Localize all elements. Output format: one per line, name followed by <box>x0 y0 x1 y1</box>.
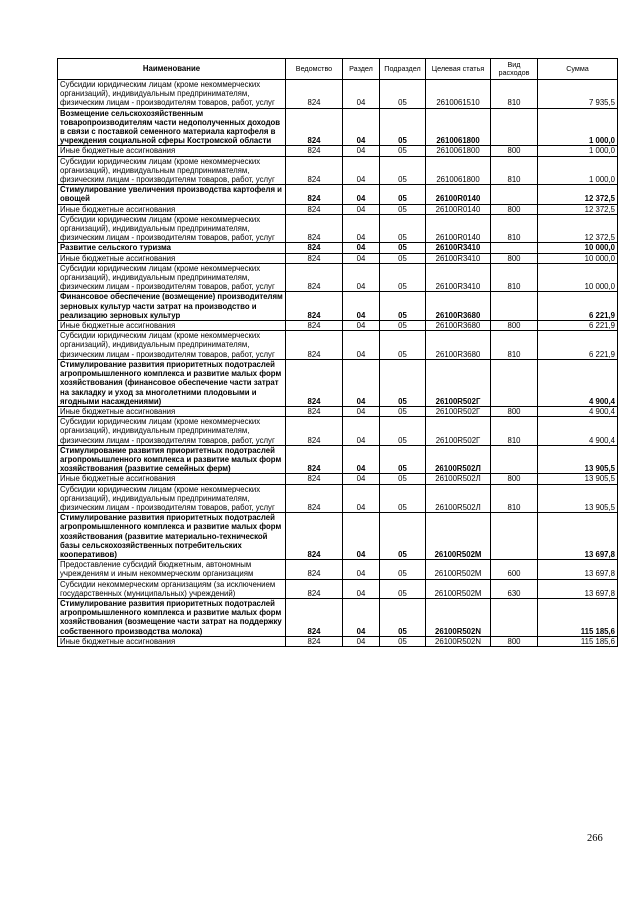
header-subsection: Подраздел <box>380 59 426 80</box>
cell-type: 810 <box>491 156 538 185</box>
cell-section: 04 <box>343 331 380 360</box>
cell-subsection: 05 <box>380 185 426 204</box>
cell-sum: 12 372,5 <box>538 214 618 243</box>
cell-section: 04 <box>343 204 380 214</box>
cell-type: 810 <box>491 214 538 243</box>
cell-dept: 824 <box>286 417 343 446</box>
cell-name: Иные бюджетные ассигнования <box>58 636 286 646</box>
cell-section: 04 <box>343 263 380 292</box>
cell-subsection: 05 <box>380 321 426 331</box>
cell-name: Возмещение сельскохозяйственным товаропроизводителям части недополученных доходов в связи с поставкой семенного материала картофеля в учреждения социальной сферы Костромской области <box>58 108 286 146</box>
cell-name: Субсидии юридическим лицам (кроме некоммерческих организаций), индивидуальным предпринимателям, физическим лицам - производителям товаров, работ, услуг <box>58 156 286 185</box>
table-row <box>58 417 618 446</box>
cell-section: 04 <box>343 598 380 636</box>
cell-target: 26100R0140 <box>426 204 491 214</box>
cell-subsection: 05 <box>380 263 426 292</box>
cell-target: 26100R3410 <box>426 243 491 253</box>
cell-dept: 824 <box>286 484 343 513</box>
cell-target: 26100R502Г <box>426 417 491 446</box>
header-section: Раздел <box>343 59 380 80</box>
cell-target: 26100R502Г <box>426 406 491 416</box>
cell-type: 810 <box>491 417 538 446</box>
header-name: Наименование <box>58 59 286 80</box>
cell-dept: 824 <box>286 243 343 253</box>
cell-type: 800 <box>491 146 538 156</box>
cell-name: Субсидии юридическим лицам (кроме некоммерческих организаций), индивидуальным предпринимателям, физическим лицам - производителям товаров, работ, услуг <box>58 263 286 292</box>
cell-sum: 13 697,8 <box>538 579 618 598</box>
cell-section: 04 <box>343 636 380 646</box>
cell-dept: 824 <box>286 513 343 560</box>
table-body <box>58 80 618 647</box>
cell-target: 26100R3410 <box>426 253 491 263</box>
cell-name: Субсидии юридическим лицам (кроме некоммерческих организаций), индивидуальным предпринимателям, физическим лицам - производителям товаров, работ, услуг <box>58 80 286 109</box>
cell-dept: 824 <box>286 263 343 292</box>
cell-dept: 824 <box>286 598 343 636</box>
cell-section: 04 <box>343 513 380 560</box>
cell-sum: 13 697,8 <box>538 513 618 560</box>
cell-target: 26100R3680 <box>426 331 491 360</box>
cell-subsection: 05 <box>380 560 426 579</box>
cell-type: 810 <box>491 263 538 292</box>
cell-section: 04 <box>343 359 380 406</box>
header-sum: Сумма <box>538 59 618 80</box>
cell-target: 2610061800 <box>426 156 491 185</box>
cell-section: 04 <box>343 108 380 146</box>
cell-section: 04 <box>343 80 380 109</box>
cell-dept: 824 <box>286 445 343 474</box>
cell-section: 04 <box>343 214 380 243</box>
cell-target: 26100R0140 <box>426 214 491 243</box>
cell-sum: 1 000,0 <box>538 146 618 156</box>
cell-target: 2610061800 <box>426 146 491 156</box>
cell-dept: 824 <box>286 359 343 406</box>
budget-table <box>57 58 618 647</box>
cell-type <box>491 598 538 636</box>
table-row <box>58 321 618 331</box>
cell-sum: 13 697,8 <box>538 560 618 579</box>
cell-name: Развитие сельского туризма <box>58 243 286 253</box>
cell-sum: 6 221,9 <box>538 321 618 331</box>
cell-type: 800 <box>491 406 538 416</box>
cell-name: Финансовое обеспечение (возмещение) производителям зерновых культур части затрат на производство и реализацию зерновых культур <box>58 292 286 321</box>
table-row <box>58 636 618 646</box>
table-row <box>58 80 618 109</box>
header-target: Целевая статья <box>426 59 491 80</box>
cell-section: 04 <box>343 445 380 474</box>
page-number: 266 <box>587 833 603 844</box>
cell-type <box>491 292 538 321</box>
cell-sum: 13 905,5 <box>538 445 618 474</box>
cell-target: 26100R3680 <box>426 321 491 331</box>
cell-name: Иные бюджетные ассигнования <box>58 204 286 214</box>
table-row <box>58 185 618 204</box>
cell-type <box>491 359 538 406</box>
cell-dept: 824 <box>286 185 343 204</box>
cell-name: Субсидии юридическим лицам (кроме некоммерческих организаций), индивидуальным предпринимателям, физическим лицам - производителям товаров, работ, услуг <box>58 331 286 360</box>
cell-name: Субсидии юридическим лицам (кроме некоммерческих организаций), индивидуальным предпринимателям, физическим лицам - производителям товаров, работ, услуг <box>58 214 286 243</box>
table-row <box>58 253 618 263</box>
cell-subsection: 05 <box>380 204 426 214</box>
cell-type <box>491 445 538 474</box>
cell-sum: 115 185,6 <box>538 598 618 636</box>
table-row <box>58 331 618 360</box>
cell-type: 810 <box>491 331 538 360</box>
cell-section: 04 <box>343 474 380 484</box>
cell-target: 26100R3680 <box>426 292 491 321</box>
cell-name: Иные бюджетные ассигнования <box>58 321 286 331</box>
cell-dept: 824 <box>286 80 343 109</box>
cell-sum: 10 000,0 <box>538 263 618 292</box>
cell-section: 04 <box>343 185 380 204</box>
cell-subsection: 05 <box>380 253 426 263</box>
cell-type: 800 <box>491 204 538 214</box>
cell-sum: 6 221,9 <box>538 331 618 360</box>
cell-subsection: 05 <box>380 636 426 646</box>
cell-dept: 824 <box>286 636 343 646</box>
cell-dept: 824 <box>286 146 343 156</box>
cell-target: 2610061800 <box>426 108 491 146</box>
cell-subsection: 05 <box>380 243 426 253</box>
cell-target: 26100R502M <box>426 513 491 560</box>
cell-name: Стимулирование развития приоритетных подотраслей агропромышленного комплекса и развитие малых форм хозяйствования (развитие материально-технической базы сельскохозяйственных потребительских кооперативов) <box>58 513 286 560</box>
cell-subsection: 05 <box>380 417 426 446</box>
cell-dept: 824 <box>286 331 343 360</box>
cell-name: Стимулирование развития приоритетных подотраслей агропромышленного комплекса и развитие малых форм хозяйствования (финансовое обеспечение части затрат на закладку и уход за многолетними плодовыми и ягодными насаждениями) <box>58 359 286 406</box>
cell-type: 810 <box>491 484 538 513</box>
cell-sum: 115 185,6 <box>538 636 618 646</box>
cell-type <box>491 185 538 204</box>
cell-type: 600 <box>491 560 538 579</box>
table-header-row <box>58 59 618 80</box>
table-row <box>58 146 618 156</box>
cell-type: 800 <box>491 474 538 484</box>
cell-section: 04 <box>343 146 380 156</box>
table-row <box>58 204 618 214</box>
table-row <box>58 292 618 321</box>
cell-sum: 4 900,4 <box>538 406 618 416</box>
cell-sum: 7 935,5 <box>538 80 618 109</box>
table-row <box>58 359 618 406</box>
cell-target: 26100R502Г <box>426 359 491 406</box>
cell-subsection: 05 <box>380 292 426 321</box>
cell-target: 26100R502M <box>426 579 491 598</box>
cell-name: Стимулирование увеличения производства картофеля и овощей <box>58 185 286 204</box>
cell-name: Субсидии юридическим лицам (кроме некоммерческих организаций), индивидуальным предпринимателям, физическим лицам - производителям товаров, работ, услуг <box>58 484 286 513</box>
table-row <box>58 484 618 513</box>
cell-subsection: 05 <box>380 331 426 360</box>
cell-dept: 824 <box>286 108 343 146</box>
cell-section: 04 <box>343 406 380 416</box>
cell-target: 26100R3410 <box>426 263 491 292</box>
cell-name: Иные бюджетные ассигнования <box>58 406 286 416</box>
cell-target: 26100R0140 <box>426 185 491 204</box>
cell-dept: 824 <box>286 474 343 484</box>
header-dept: Ведомство <box>286 59 343 80</box>
cell-sum: 10 000,0 <box>538 253 618 263</box>
cell-subsection: 05 <box>380 359 426 406</box>
cell-section: 04 <box>343 417 380 446</box>
cell-name: Стимулирование развития приоритетных подотраслей агропромышленного комплекса и развитие малых форм хозяйствования (развитие семейных ферм) <box>58 445 286 474</box>
cell-type <box>491 108 538 146</box>
cell-subsection: 05 <box>380 156 426 185</box>
cell-type: 810 <box>491 80 538 109</box>
cell-subsection: 05 <box>380 108 426 146</box>
cell-target: 2610061510 <box>426 80 491 109</box>
cell-dept: 824 <box>286 292 343 321</box>
cell-sum: 4 900,4 <box>538 359 618 406</box>
cell-subsection: 05 <box>380 474 426 484</box>
cell-dept: 824 <box>286 406 343 416</box>
table-row <box>58 214 618 243</box>
table-row <box>58 263 618 292</box>
cell-sum: 1 000,0 <box>538 108 618 146</box>
cell-name: Стимулирование развития приоритетных подотраслей агропромышленного комплекса и развитие малых форм хозяйствования (возмещение части затрат на поддержку собственного производства молока) <box>58 598 286 636</box>
cell-name: Субсидии некоммерческим организациям (за исключением государственных (муниципальных) учреждений) <box>58 579 286 598</box>
cell-section: 04 <box>343 579 380 598</box>
cell-subsection: 05 <box>380 598 426 636</box>
cell-subsection: 05 <box>380 406 426 416</box>
cell-subsection: 05 <box>380 214 426 243</box>
cell-name: Субсидии юридическим лицам (кроме некоммерческих организаций), индивидуальным предпринимателям, физическим лицам - производителям товаров, работ, услуг <box>58 417 286 446</box>
cell-type <box>491 513 538 560</box>
cell-dept: 824 <box>286 321 343 331</box>
cell-target: 26100R502Л <box>426 484 491 513</box>
cell-section: 04 <box>343 484 380 513</box>
cell-dept: 824 <box>286 253 343 263</box>
cell-sum: 13 905,5 <box>538 484 618 513</box>
table-row <box>58 513 618 560</box>
cell-type <box>491 243 538 253</box>
cell-target: 26100R502Л <box>426 474 491 484</box>
cell-subsection: 05 <box>380 513 426 560</box>
cell-sum: 13 905,5 <box>538 474 618 484</box>
table-row <box>58 406 618 416</box>
cell-name: Иные бюджетные ассигнования <box>58 146 286 156</box>
table-row <box>58 108 618 146</box>
table-row <box>58 445 618 474</box>
cell-target: 26100R502Л <box>426 445 491 474</box>
cell-dept: 824 <box>286 204 343 214</box>
table-row <box>58 156 618 185</box>
cell-sum: 12 372,5 <box>538 204 618 214</box>
cell-dept: 824 <box>286 579 343 598</box>
cell-sum: 10 000,0 <box>538 243 618 253</box>
cell-target: 26100R502M <box>426 560 491 579</box>
cell-section: 04 <box>343 292 380 321</box>
table-row <box>58 474 618 484</box>
cell-type: 800 <box>491 321 538 331</box>
cell-dept: 824 <box>286 156 343 185</box>
cell-target: 26100R502N <box>426 598 491 636</box>
cell-subsection: 05 <box>380 146 426 156</box>
cell-name: Иные бюджетные ассигнования <box>58 474 286 484</box>
cell-sum: 1 000,0 <box>538 156 618 185</box>
cell-sum: 6 221,9 <box>538 292 618 321</box>
cell-type: 800 <box>491 253 538 263</box>
header-type: Вид расходов <box>491 59 538 80</box>
cell-dept: 824 <box>286 560 343 579</box>
cell-section: 04 <box>343 321 380 331</box>
cell-name: Предоставление субсидий бюджетным, автономным учреждениям и иным некоммерческим организациям <box>58 560 286 579</box>
cell-sum: 12 372,5 <box>538 185 618 204</box>
cell-sum: 4 900,4 <box>538 417 618 446</box>
table-row <box>58 579 618 598</box>
cell-subsection: 05 <box>380 579 426 598</box>
table-row <box>58 243 618 253</box>
cell-section: 04 <box>343 560 380 579</box>
cell-name: Иные бюджетные ассигнования <box>58 253 286 263</box>
cell-type: 630 <box>491 579 538 598</box>
cell-type: 800 <box>491 636 538 646</box>
cell-subsection: 05 <box>380 484 426 513</box>
cell-subsection: 05 <box>380 445 426 474</box>
cell-target: 26100R502N <box>426 636 491 646</box>
table-row <box>58 560 618 579</box>
cell-section: 04 <box>343 243 380 253</box>
cell-subsection: 05 <box>380 80 426 109</box>
table-row <box>58 598 618 636</box>
cell-section: 04 <box>343 253 380 263</box>
cell-dept: 824 <box>286 214 343 243</box>
cell-section: 04 <box>343 156 380 185</box>
